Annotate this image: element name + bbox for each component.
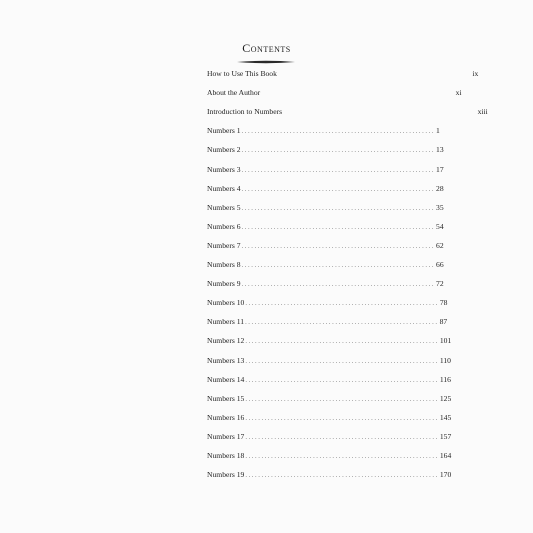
- dot-leader: ............................................................: [245, 433, 439, 441]
- toc-entry-page-number: 164: [439, 451, 452, 460]
- dot-leader: ............................................................: [241, 204, 436, 212]
- toc-entry-page-number: ix: [472, 69, 479, 78]
- toc-entry-title: Numbers 12: [207, 336, 245, 346]
- toc-entry-page-number: 78: [439, 298, 448, 308]
- toc-entry: [207, 296, 448, 310]
- dot-leader: ............................................................: [245, 395, 439, 403]
- toc-entry-page-number: 17: [436, 164, 444, 174]
- toc-entry-title: Numbers 14: [207, 374, 245, 384]
- dot-leader: ............................................................: [241, 128, 436, 136]
- toc-entry-page-number: 62: [436, 240, 444, 250]
- toc-entry-page-number: xiii: [477, 107, 488, 117]
- toc-entry: [207, 182, 444, 196]
- toc-entry: [207, 334, 452, 348]
- dot-leader: ............................................................: [241, 281, 436, 289]
- dot-leader: ............................................................: [241, 262, 436, 269]
- dot-leader: ............................................................: [245, 472, 439, 480]
- toc-entry: [207, 373, 451, 387]
- dot-leader: ............................................................: [245, 357, 439, 365]
- toc-entry-title: Numbers 18: [207, 451, 245, 460]
- toc-entry-page-number: 13: [436, 145, 444, 155]
- toc-entry-title: Numbers 4: [207, 183, 241, 193]
- toc-entry-title: Numbers 10: [207, 298, 245, 308]
- toc-entry-title: Numbers 13: [207, 355, 245, 365]
- dot-leader: ............................................................: [245, 414, 439, 422]
- dot-leader: ............................................................: [245, 376, 439, 384]
- page-title: Contents: [242, 41, 291, 55]
- toc-entry-title: Numbers 15: [207, 393, 245, 403]
- toc-entry-title: Numbers 1: [207, 126, 241, 136]
- toc-entry-page-number: 116: [439, 374, 451, 384]
- toc-entry: [207, 354, 451, 368]
- toc-entry: [207, 201, 444, 215]
- dot-leader: ............................................................: [241, 242, 436, 250]
- toc-entry-title: Numbers 8: [207, 260, 241, 269]
- dot-leader: ............................................................: [245, 319, 439, 327]
- toc-entry: [207, 315, 448, 329]
- toc-entry-page-number: xi: [455, 88, 462, 98]
- toc-entry-page-number: 145: [439, 412, 452, 422]
- toc-entry: [207, 430, 452, 444]
- toc-entry: [207, 86, 462, 100]
- toc-entry: [207, 239, 444, 253]
- toc-entry: [207, 220, 444, 234]
- toc-entry-title: Numbers 5: [207, 202, 241, 212]
- toc-entry-page-number: 170: [439, 470, 452, 480]
- toc-entry-page-number: 87: [439, 317, 448, 327]
- toc-entry: [207, 143, 444, 157]
- flourish-divider-icon: [236, 59, 296, 65]
- toc-entry: [207, 124, 440, 138]
- dot-leader: ............................................................: [241, 147, 436, 155]
- toc-entry-title: Numbers 2: [207, 145, 241, 155]
- toc-entry: [207, 163, 444, 177]
- toc-entry-title: How to Use This Book: [207, 69, 277, 78]
- toc-entry-title: Introduction to Numbers: [207, 107, 283, 117]
- toc-entry-title: Numbers 19: [207, 470, 245, 480]
- toc-entry: [207, 392, 452, 406]
- toc-entry-title: Numbers 3: [207, 164, 241, 174]
- toc-entry-title: About the Author: [207, 88, 261, 98]
- toc-entry: [207, 277, 444, 291]
- dot-leader: ............................................................: [241, 223, 436, 231]
- toc-entry-page-number: 35: [436, 202, 444, 212]
- toc-entry-page-number: 66: [436, 260, 444, 269]
- dot-leader: ............................................................: [241, 166, 436, 174]
- toc-entry: [207, 468, 452, 482]
- toc-entry: [207, 258, 444, 272]
- dot-leader: ............................................................: [245, 338, 439, 346]
- toc-entry-title: Numbers 6: [207, 221, 241, 231]
- toc-entry-page-number: 157: [439, 431, 452, 441]
- dot-leader: ............................................................: [245, 300, 439, 308]
- toc-entry-page-number: 54: [436, 221, 444, 231]
- toc-entry: [207, 105, 488, 119]
- toc-entry: [207, 449, 452, 463]
- toc-entry-page-number: 125: [439, 393, 452, 403]
- toc-entry-page-number: 1: [436, 126, 440, 136]
- dot-leader: ............................................................: [245, 453, 439, 460]
- dot-leader: ............................................................: [241, 185, 436, 193]
- toc-entry-title: Numbers 7: [207, 240, 241, 250]
- toc-entry: [207, 411, 452, 425]
- toc-entry-page-number: 101: [439, 336, 452, 346]
- toc-entry-title: Numbers 17: [207, 431, 245, 441]
- toc-entry-page-number: 110: [439, 355, 451, 365]
- toc-entry-page-number: 72: [436, 279, 444, 289]
- toc-entry: [207, 67, 479, 81]
- toc-entry-page-number: 28: [436, 183, 444, 193]
- toc-entry-title: Numbers 9: [207, 279, 241, 289]
- toc-entry-title: Numbers 16: [207, 412, 245, 422]
- toc-entry-title: Numbers 11: [207, 317, 245, 327]
